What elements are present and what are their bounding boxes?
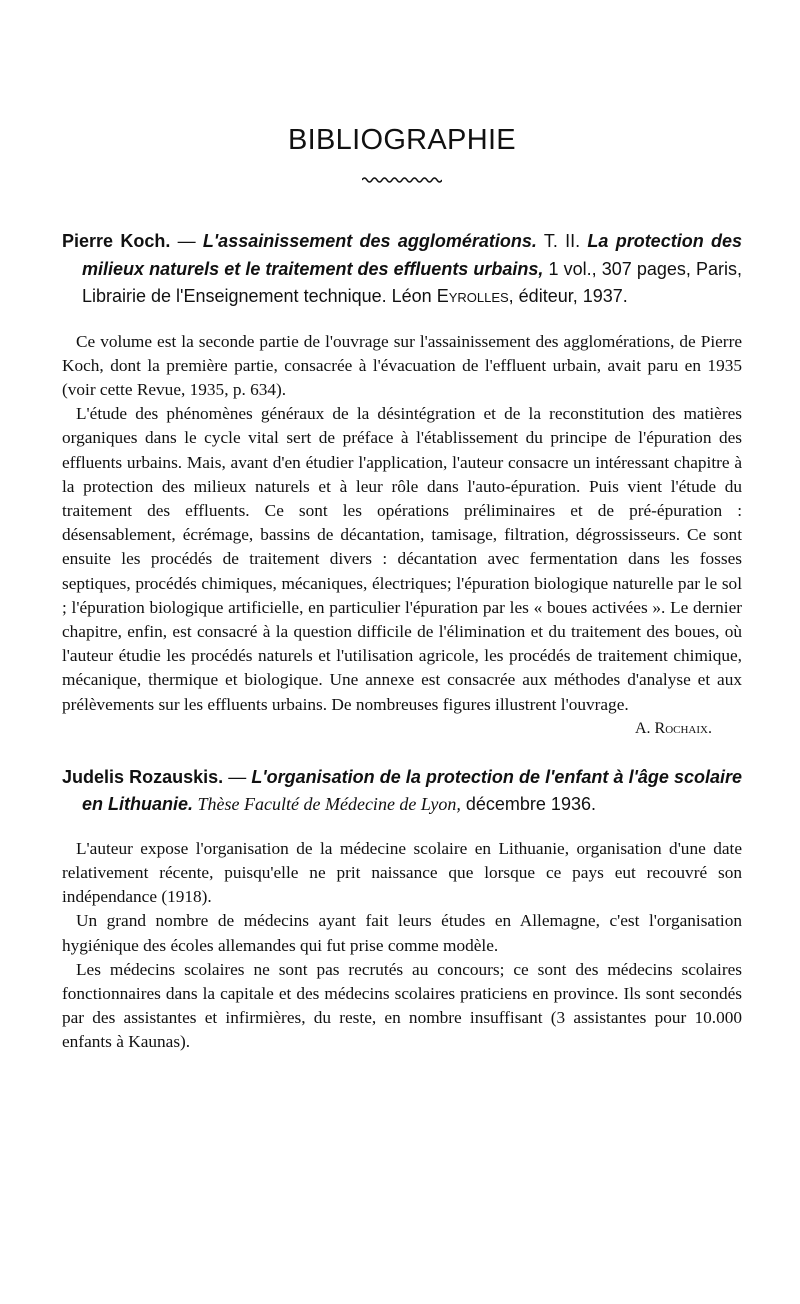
review-koch-paragraph: Ce volume est la seconde partie de l'ouvrage sur l'assainissement des agglomérations, de Pierre Koch, dont la première partie, consacrée à l'évacuation de l'effluent urbain, avait paru en 1935 (voir cette Revue, 1935, p. 634). [62, 331, 742, 399]
review-koch [62, 228, 742, 741]
wavy-ornament-icon [362, 176, 442, 184]
review-koch-publisher: Eyrolles [436, 286, 509, 306]
review-koch-author: Pierre Koch. [62, 231, 171, 251]
page [62, 120, 742, 1055]
dash: — [170, 231, 203, 251]
review-rozauskis-title: L'organisation de la protection de l'enfant à l'âge scolaire en Lithuanie. [82, 766, 742, 815]
signature-text: A. Rochaix. [634, 719, 712, 737]
review-rozauskis-paragraph: L'auteur expose l'organisation de la médecine scolaire en Lithuanie, organisation d'une date relativement récente, puisqu'elle ne prit naissance que lorsque ce pays eut recouvré son indépendance (1918). [62, 838, 742, 907]
review-rozauskis-heading [62, 764, 742, 819]
review-koch-title-part1: L'assainissement des agglomérations. [202, 231, 537, 251]
review-koch-paragraph: L'étude des phénomènes généraux de la désintégration et de la reconstitution des matières organiques dans le cycle vital sert de préface à l'établissement du principe de l'épuration des effluents urbains. Mais, avant d'en étudier l'application, l'auteur consacre un intéressant chapitre à la protection des milieux naturels et à leur rôle dans l'auto-épuration. Puis vient l'étude du traitement des effluents. Ce sont les opérations préliminaires et de pré-épuration : désensablement, écrémage, bassins de décantation, tamisage, filtration, dégrossisseurs. Ce sont ensuite les procédés de traitement divers : décantation avec fermentation dans les fosses septiques, procédés chimiques, mécaniques, électriques; l'épuration biologique naturelle par le sol ; l'épuration biologique artificielle, en particulier l'épuration par les « boues activées ». Le dernier chapitre, enfin, est consacré à la question difficile de l'élimination et du traitement des boues, où l'auteur étudie les procédés naturels et l'utilisation agricole, les procédés de traitement chimique, mécanique, thermique et biologique. Une annexe est consacrée aux méthodes d'analyse et aux prélèvements sur les effluents urbains. De nombreuses figures illustrent l'ouvrage. [62, 404, 742, 714]
review-rozauskis-paragraph: Les médecins scolaires ne sont pas recrutés au concours; ce sont des médecins scolaires fonctionnaires dans la capitale et des médecins scolaires praticiens en province. Ils sont secondés par des assistantes et infirmières, du reste, en nombre insuffisant (3 assistantes pour 10.000 enfants à Kaunas). [62, 959, 742, 1052]
page-title: BIBLIOGRAPHIE [288, 124, 516, 156]
review-rozauskis-body [62, 837, 742, 1055]
dash: — [223, 766, 252, 787]
review-rozauskis [62, 764, 742, 1055]
review-koch-heading [62, 228, 742, 311]
review-rozauskis-author: Judelis Rozauskis. [62, 766, 224, 787]
review-rozauskis-thesis: Thèse Faculté de Médecine de Lyon, [193, 794, 461, 815]
review-koch-title-part2: La protection des milieux naturels et le traitement des effluents urbains, [82, 231, 742, 279]
review-koch-body [62, 330, 742, 717]
review-koch-volume: T. II. [536, 231, 588, 251]
review-koch-signature [62, 717, 742, 741]
review-rozauskis-date: décembre 1936. [460, 794, 596, 815]
review-rozauskis-paragraph: Un grand nombre de médecins ayant fait leurs études en Allemagne, c'est l'organisation hygiénique des écoles allemandes qui fut prise comme modèle. [62, 911, 742, 955]
review-koch-details: 1 vol., 307 pages, Paris, Librairie de l'Enseignement technique. Léon [82, 258, 742, 306]
review-koch-publisher-tail: , éditeur, 1937. [508, 286, 628, 306]
